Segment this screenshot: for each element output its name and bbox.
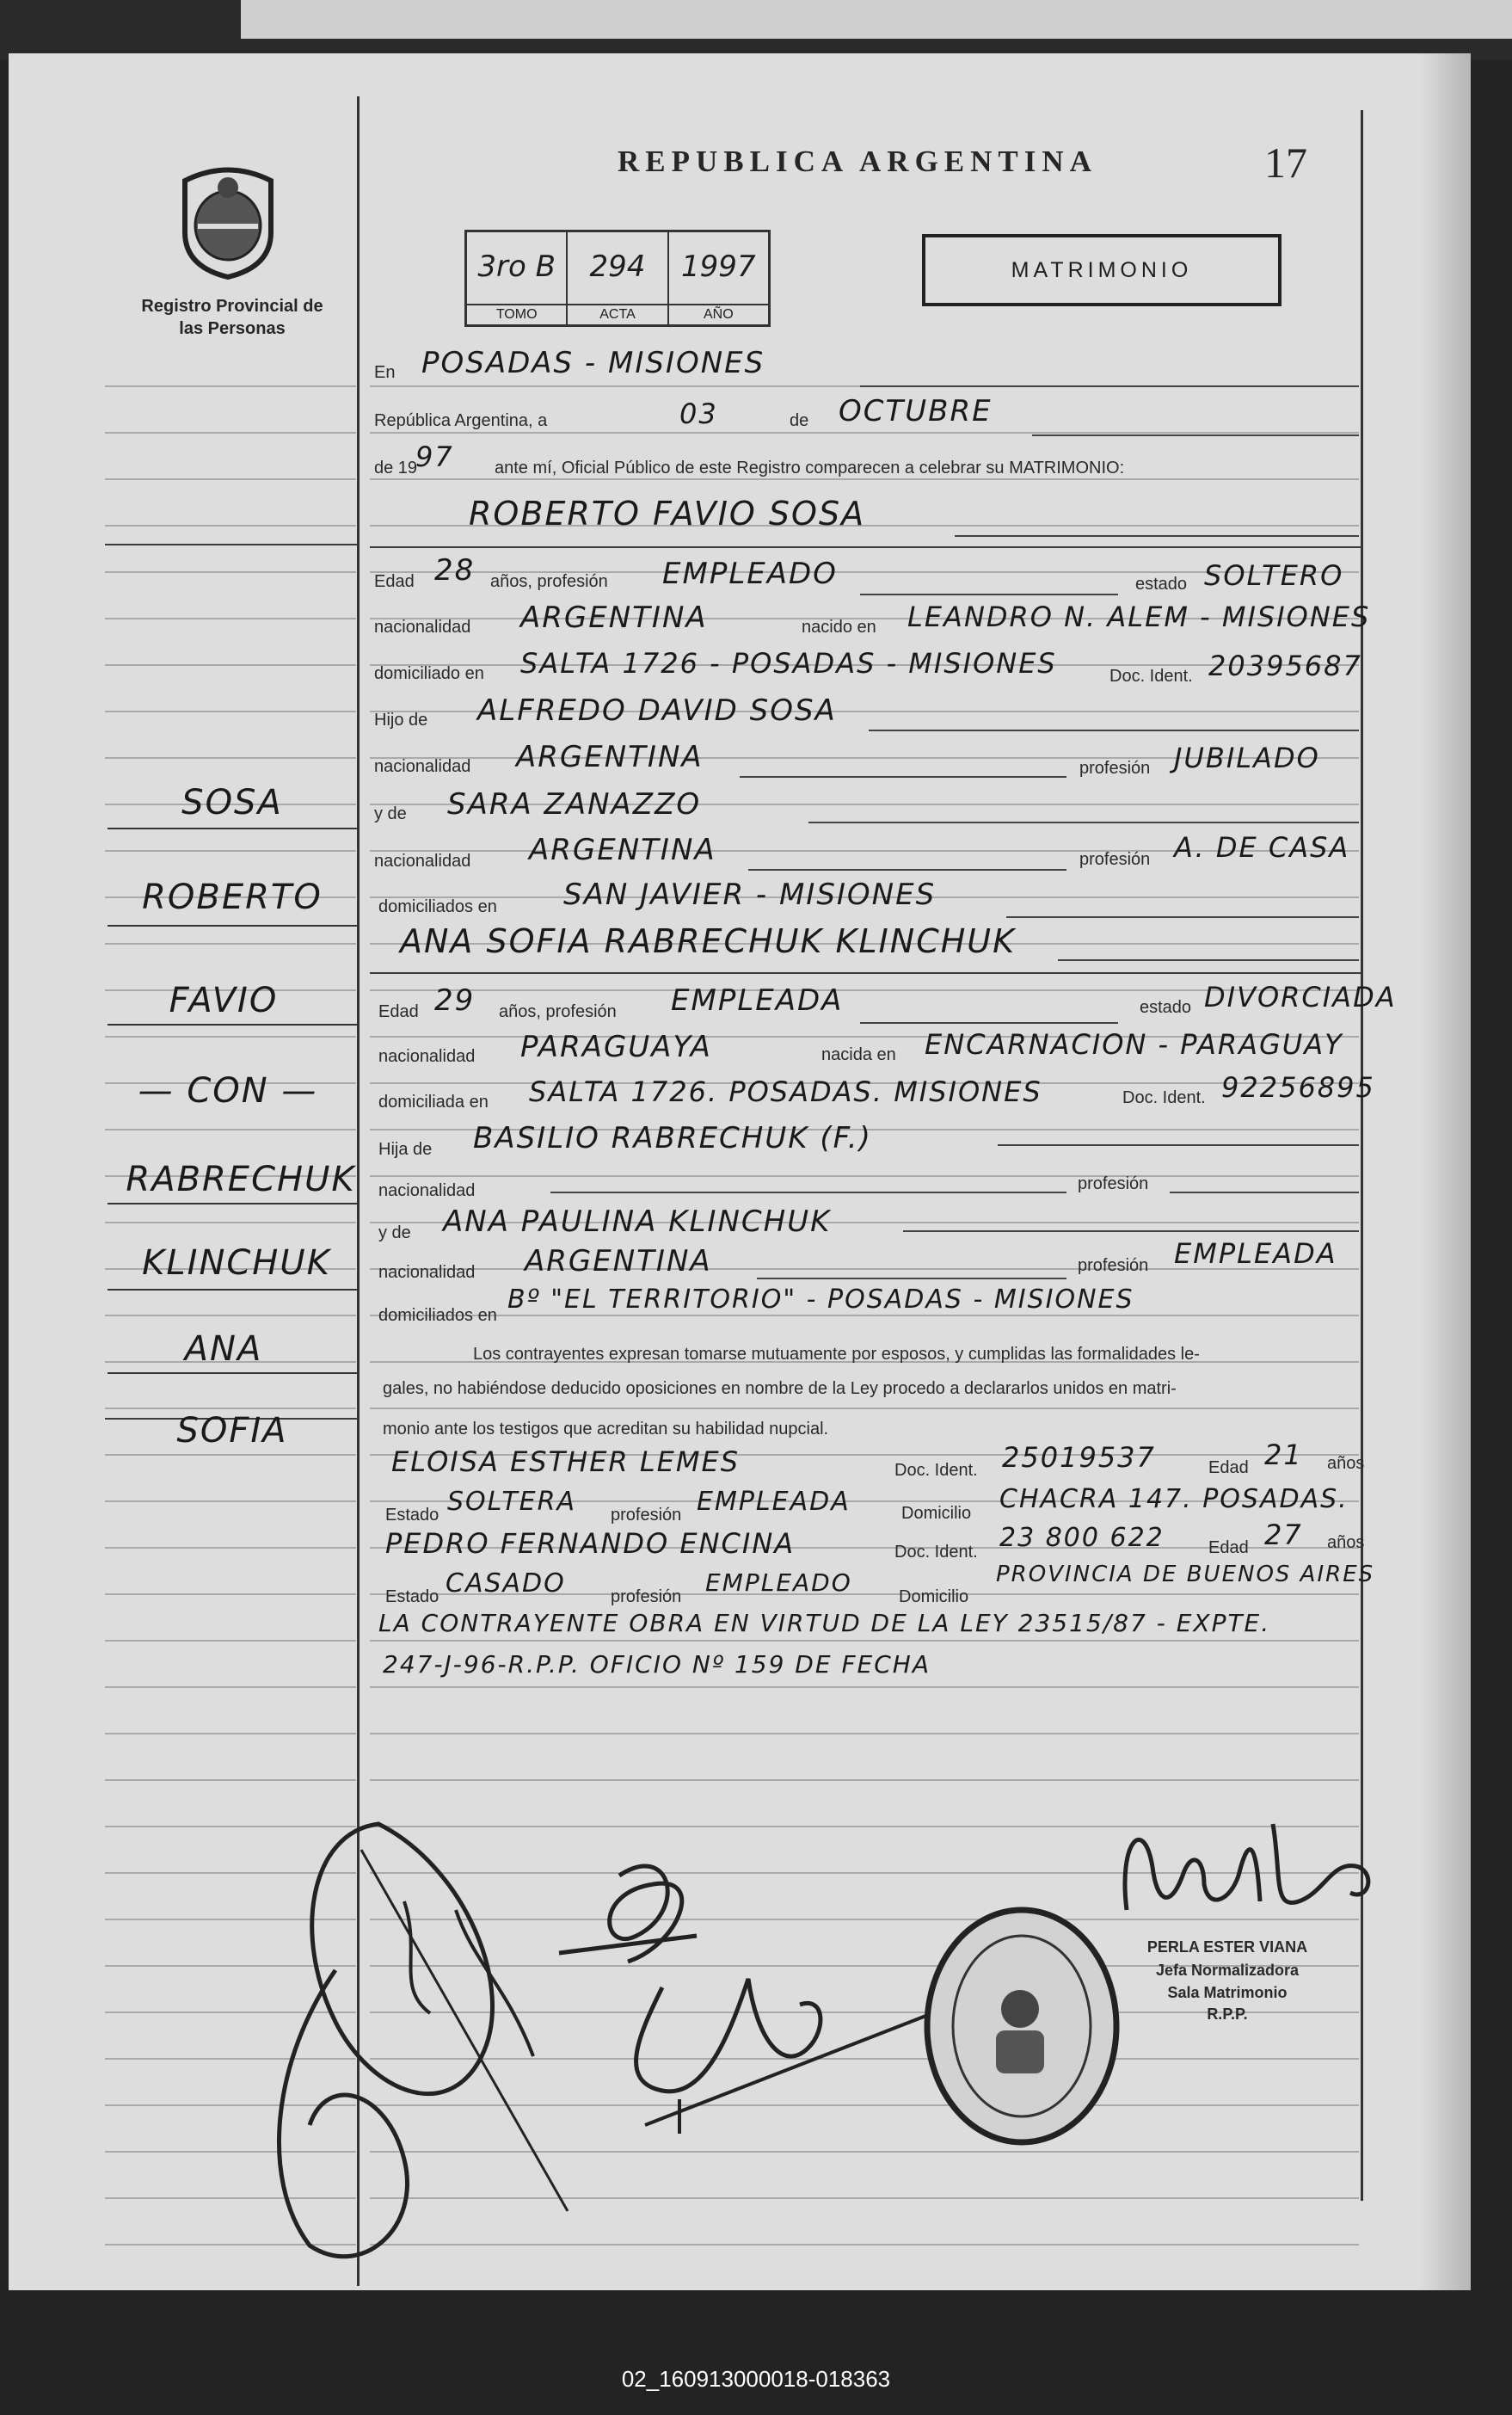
fill-line — [748, 869, 1066, 871]
witness-1-estado: SOLTERA — [447, 1487, 576, 1517]
ruled-line — [370, 1733, 1359, 1734]
groom-father-nacionalidad-label: nacionalidad — [374, 757, 471, 776]
bride-doc: 92256895 — [1221, 1071, 1375, 1104]
country-title: REPUBLICA ARGENTINA — [618, 145, 1097, 178]
margin-ruled-line — [105, 850, 356, 852]
groom-age: 28 — [434, 553, 476, 588]
margin-name-1: SOSA — [181, 783, 283, 822]
bride-edad-label: Edad — [378, 1002, 419, 1021]
witness-1-age: 21 — [1264, 1439, 1303, 1471]
margin-ruled-line — [105, 432, 356, 434]
margin-underline — [108, 1203, 357, 1204]
ruled-line — [370, 1640, 1359, 1642]
witness-1-doc: 25019537 — [1002, 1441, 1156, 1474]
bride-mother-profesion-label: profesión — [1078, 1256, 1149, 1275]
republica-label: República Argentina, a — [374, 411, 548, 430]
margin-ruled-line — [105, 711, 356, 712]
witness-1-name: ELOISA ESTHER LEMES — [391, 1445, 741, 1478]
scan-id: 02_160913000018-018363 — [621, 2366, 891, 2392]
groom-profession: EMPLEADO — [662, 557, 838, 591]
margin-underline — [108, 1372, 357, 1374]
witness-2-profesion-label: profesión — [611, 1587, 682, 1606]
section-divider-groom — [370, 546, 1361, 548]
groom-birthplace: LEANDRO N. ALEM - MISIONES — [907, 601, 1371, 633]
acta-value: 294 — [589, 250, 646, 284]
witness-2-edad-label: Edad — [1208, 1538, 1249, 1557]
month-value: OCTUBRE — [839, 394, 993, 428]
bride-name: ANA SOFIA RABRECHUK KLINCHUK — [400, 922, 1017, 960]
groom-domiciliados-label: domiciliados en — [378, 897, 497, 916]
fill-line — [955, 535, 1359, 537]
page-underneath — [241, 0, 1512, 39]
groom-estado-label: estado — [1135, 575, 1188, 594]
section-divider-bride — [370, 972, 1361, 974]
margin-ruled-line — [105, 1222, 356, 1223]
tomo-label: TOMO — [467, 304, 566, 323]
margin-ruled-line — [105, 1408, 356, 1409]
witness-2-age: 27 — [1264, 1519, 1303, 1551]
witness-2-address: PROVINCIA DE BUENOS AIRES — [996, 1562, 1375, 1587]
fill-line — [808, 822, 1359, 823]
witness-2-profession: EMPLEADO — [705, 1568, 852, 1597]
groom-parents-address: SAN JAVIER - MISIONES — [563, 878, 937, 912]
fill-line — [860, 594, 1118, 595]
groom-profesion-label: años, profesión — [490, 572, 608, 591]
witness-2-doc: 23 800 622 — [999, 1523, 1165, 1553]
margin-ruled-line — [105, 618, 356, 619]
bride-domiciliados-label: domiciliados en — [378, 1306, 497, 1325]
margin-ruled-line — [105, 1500, 356, 1502]
margin-ruled-line — [105, 943, 356, 945]
bride-estado: DIVORCIADA — [1204, 981, 1397, 1013]
de-label: de — [790, 411, 809, 430]
ano-label: AÑO — [669, 304, 768, 323]
witness-1-edad-label: Edad — [1208, 1458, 1249, 1477]
en-label: En — [374, 363, 396, 382]
bride-address: SALTA 1726. POSADAS. MISIONES — [529, 1075, 1042, 1108]
bride-father: BASILIO RABRECHUK (F.) — [473, 1121, 872, 1155]
bride-nationality: PARAGUAYA — [520, 1030, 712, 1064]
de19-label: de 19 — [374, 459, 418, 477]
margin-ruled-line — [105, 1315, 356, 1316]
groom-father-profession: JUBILADO — [1174, 742, 1320, 774]
groom-father-nationality: ARGENTINA — [516, 740, 704, 774]
declaration-line-2: gales, no habiéndose deducido oposiciones en nombre de la Ley procedo a declararlos unidos en matri- — [383, 1379, 1177, 1398]
margin-name-5: RABRECHUK — [126, 1160, 356, 1199]
bride-birthplace: ENCARNACION - PARAGUAY — [925, 1028, 1343, 1061]
groom-domicilio-label: domiciliado en — [374, 664, 484, 683]
witness-1-profession: EMPLEADA — [697, 1487, 851, 1517]
witness-1-domicilio-label: Domicilio — [901, 1504, 972, 1523]
witness-2-domicilio-label: Domicilio — [899, 1587, 969, 1606]
bride-mother-nacionalidad-label: nacionalidad — [378, 1263, 476, 1282]
city-value: POSADAS - MISIONES — [421, 346, 765, 380]
groom-mother: SARA ZANAZZO — [447, 787, 702, 822]
ano-cell — [669, 232, 768, 324]
ruled-line — [370, 1686, 1359, 1688]
fill-line — [1058, 959, 1359, 961]
bride-mother-nationality: ARGENTINA — [525, 1244, 712, 1278]
official-org: R.P.P. — [1207, 2005, 1248, 2023]
margin-ruled-line — [105, 1129, 356, 1130]
margin-underline — [108, 1289, 357, 1291]
margin-name-2: ROBERTO — [142, 878, 323, 917]
fill-line — [903, 1230, 1359, 1232]
groom-edad-label: Edad — [374, 572, 415, 591]
margin-name-6: KLINCHUK — [142, 1243, 331, 1283]
background-edge — [0, 0, 1512, 60]
margin-ruled-line — [105, 1593, 356, 1595]
groom-nacionalidad-label: nacionalidad — [374, 618, 471, 637]
ruled-line — [370, 478, 1359, 480]
declaration-line-1: Los contrayentes expresan tomarse mutuamente por esposos, y cumplidas las formalidades le- — [473, 1345, 1200, 1364]
bride-profession: EMPLEADA — [671, 983, 844, 1018]
groom-hijo-label: Hijo de — [374, 711, 428, 730]
witness-2-name: PEDRO FERNANDO ENCINA — [385, 1527, 796, 1560]
margin-ruled-line — [105, 1640, 356, 1642]
groom-father: ALFREDO DAVID SOSA — [477, 693, 837, 728]
margin-ruled-line — [105, 525, 356, 527]
bride-domicilio-label: domiciliada en — [378, 1093, 489, 1112]
groom-estado: SOLTERO — [1204, 559, 1344, 592]
margin-underline — [108, 828, 357, 829]
official-name: PERLA ESTER VIANA — [1146, 1938, 1308, 1956]
witness-2-anos-label: años — [1327, 1533, 1365, 1552]
fill-line — [860, 1022, 1118, 1024]
bride-profesion-label: años, profesión — [499, 1002, 617, 1021]
fill-line — [998, 1144, 1359, 1146]
fill-line — [1170, 1192, 1359, 1193]
ruled-line — [370, 1315, 1359, 1316]
bride-mother: ANA PAULINA KLINCHUK — [443, 1204, 832, 1239]
margin-ruled-line — [105, 1036, 356, 1038]
bride-estado-label: estado — [1140, 998, 1192, 1017]
tomo-cell — [467, 232, 568, 324]
day-value: 03 — [679, 397, 718, 430]
fill-line — [757, 1278, 1066, 1279]
groom-doc-label: Doc. Ident. — [1109, 667, 1193, 686]
margin-ruled-line — [105, 1454, 356, 1456]
margin-name-7: ANA — [184, 1329, 263, 1369]
declaration-line-3: monio ante los testigos que acreditan su habilidad nupcial. — [383, 1420, 829, 1439]
groom-father-profesion-label: profesión — [1079, 759, 1151, 778]
margin-name-8: SOFIA — [176, 1411, 288, 1451]
margin-ruled-line — [105, 664, 356, 666]
margin-ruled-line — [105, 571, 356, 573]
groom-nacido-label: nacido en — [802, 618, 876, 637]
record-type-box: MATRIMONIO — [922, 234, 1282, 306]
witness-1-estado-label: Estado — [385, 1506, 439, 1525]
witness-1-doc-label: Doc. Ident. — [894, 1461, 978, 1480]
margin-name-3: FAVIO — [169, 981, 279, 1020]
ano-value: 1997 — [681, 250, 756, 284]
fill-line — [860, 385, 1359, 387]
ruled-line — [370, 1175, 1359, 1177]
witness-2-estado: CASADO — [446, 1568, 566, 1599]
margin-ruled-line — [105, 385, 356, 387]
bride-nacida-label: nacida en — [821, 1045, 896, 1064]
witness-2-doc-label: Doc. Ident. — [894, 1543, 978, 1562]
margin-ruled-line — [105, 478, 356, 480]
margin-divider-top — [105, 544, 358, 545]
margin-ruled-line — [105, 1733, 356, 1734]
bride-hija-label: Hija de — [378, 1140, 433, 1159]
bride-age: 29 — [434, 983, 476, 1018]
note-line-1: LA CONTRAYENTE OBRA EN VIRTUD DE LA LEY 23515/87 - EXPTE. — [378, 1609, 1271, 1637]
groom-address: SALTA 1726 - POSADAS - MISIONES — [520, 647, 1057, 680]
margin-name-4: — CON — — [138, 1071, 318, 1111]
groom-mother-nationality: ARGENTINA — [529, 833, 716, 867]
margin-ruled-line — [105, 1547, 356, 1549]
registry-name: Registro Provincial de las Personas — [141, 297, 323, 338]
bride-parents-address: Bº "EL TERRITORIO" - POSADAS - MISIONES — [507, 1285, 1134, 1315]
margin-ruled-line — [105, 1779, 356, 1781]
groom-mother-nacionalidad-label: nacionalidad — [374, 852, 471, 871]
ruled-line — [370, 1779, 1359, 1781]
note-line-2: 247-J-96-R.P.P. OFICIO Nº 159 DE FECHA — [383, 1650, 931, 1679]
witness-2-estado-label: Estado — [385, 1587, 439, 1606]
bride-mother-profession: EMPLEADA — [1174, 1237, 1337, 1270]
groom-mother-profession: A. DE CASA — [1174, 831, 1350, 864]
groom-name: ROBERTO FAVIO SOSA — [469, 495, 866, 533]
acta-label: ACTA — [568, 304, 667, 323]
folio-number: 17 — [1264, 139, 1307, 187]
groom-mother-profesion-label: profesión — [1079, 850, 1151, 869]
bride-doc-label: Doc. Ident. — [1122, 1088, 1206, 1107]
fill-line — [550, 1192, 1066, 1193]
groom-doc: 20395687 — [1208, 650, 1362, 682]
coat-of-arms-icon — [172, 163, 284, 280]
ruled-line — [370, 1408, 1359, 1409]
official-title: Jefa Normalizadora — [1155, 1962, 1300, 1979]
witness-1-anos-label: años — [1327, 1454, 1365, 1473]
groom-nationality: ARGENTINA — [520, 601, 708, 635]
groom-yde-label: y de — [374, 804, 407, 823]
margin-ruled-line — [105, 1686, 356, 1688]
witness-1-profesion-label: profesión — [611, 1506, 682, 1525]
bride-yde-label: y de — [378, 1223, 411, 1242]
margin-underline — [108, 1024, 357, 1026]
official-signature — [1109, 1807, 1385, 1936]
fill-line — [1006, 916, 1359, 918]
tomo-value: 3ro B — [477, 250, 556, 284]
official-office: Sala Matrimonio — [1167, 1984, 1288, 2001]
margin-underline — [108, 925, 357, 927]
record-id-box — [464, 230, 771, 327]
acta-cell — [568, 232, 668, 324]
fill-line — [869, 730, 1359, 731]
oficial-text: ante mí, Oficial Público de este Registro comparecen a celebrar su MATRIMONIO: — [495, 459, 1125, 477]
bride-nacionalidad-label: nacionalidad — [378, 1047, 476, 1066]
witness-1-address: CHACRA 147. POSADAS. — [999, 1484, 1349, 1514]
bride-father-nacionalidad-label: nacionalidad — [378, 1181, 476, 1200]
signature-bride — [550, 1841, 963, 2142]
ruled-line — [370, 432, 1359, 434]
official-stamp-icon — [919, 1901, 1125, 2151]
fill-line — [1032, 434, 1359, 436]
fill-line — [740, 776, 1066, 778]
margin-ruled-line — [105, 757, 356, 759]
year-value: 97 — [415, 440, 454, 473]
bride-father-profesion-label: profesión — [1078, 1174, 1149, 1193]
